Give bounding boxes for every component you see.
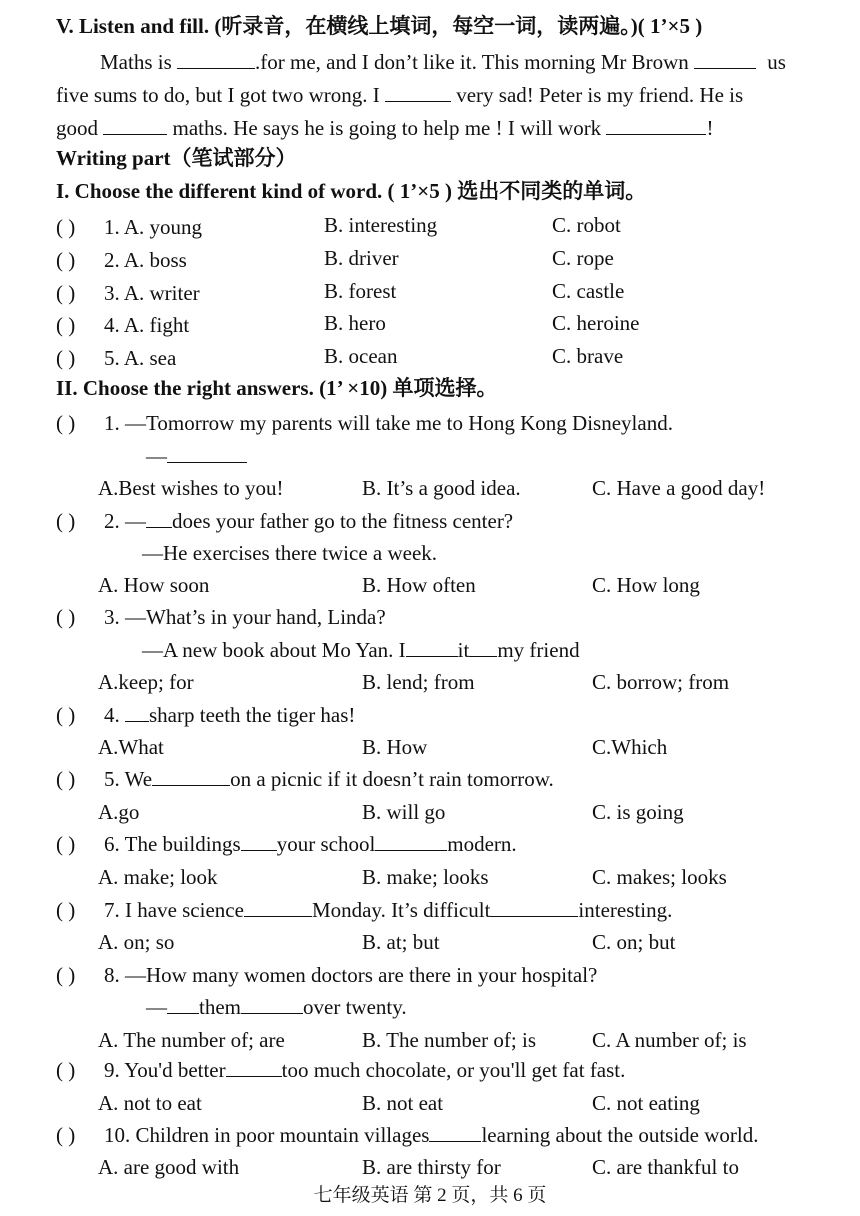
question-2-text: [104, 509, 513, 534]
answer-blank[interactable]: [406, 638, 458, 657]
option-a: 5. A. sea: [104, 346, 177, 370]
listening-text: !: [706, 116, 714, 140]
option-c: C. robot: [552, 213, 621, 237]
listening-text: us: [767, 50, 786, 74]
option-a: A. are good with: [98, 1155, 240, 1179]
question-text: 7. I have science: [104, 898, 244, 922]
option-b: B. lend; from: [362, 670, 475, 694]
option-b: B. not eat: [362, 1091, 444, 1115]
question-text: on a picnic if it doesn’t rain tomorrow.: [230, 767, 554, 791]
option-c: C.Which: [592, 735, 668, 759]
question-8-text: 8. —How many women doctors are there in your hospital?: [104, 963, 598, 987]
option-c: C. A number of; is: [592, 1028, 747, 1052]
answer-paren[interactable]: ( ): [56, 281, 76, 305]
question-6-text: [104, 832, 517, 857]
question-text: —A new book about Mo Yan. I: [142, 638, 406, 662]
question-text: 4.: [104, 703, 125, 727]
question-text: does your father go to the fitness center?: [172, 509, 514, 533]
option-b: B. How often: [362, 573, 476, 597]
answer-paren[interactable]: ( ): [56, 215, 76, 239]
option-c: C. is going: [592, 800, 684, 824]
answer-blank[interactable]: [385, 83, 451, 102]
question-text: 9. You'd better: [104, 1058, 226, 1082]
question-4-text: [104, 703, 355, 728]
answer-paren[interactable]: ( ): [56, 832, 76, 856]
option-b: B. driver: [324, 246, 399, 270]
answer-blank[interactable]: [167, 444, 247, 463]
question-text: them: [199, 995, 241, 1019]
answer-blank[interactable]: [694, 50, 756, 69]
option-b: B. How: [362, 735, 428, 759]
option-c: C. makes; looks: [592, 865, 727, 889]
answer-paren[interactable]: ( ): [56, 1123, 76, 1147]
answer-blank[interactable]: [241, 995, 303, 1014]
answer-blank[interactable]: [606, 116, 706, 135]
option-a: A. not to eat: [98, 1091, 202, 1115]
question-text: Monday. It’s difficult: [311, 898, 491, 922]
question-9-text: [104, 1058, 625, 1083]
answer-paren[interactable]: ( ): [56, 509, 76, 533]
question-10-text: [104, 1123, 759, 1148]
question-text: your school: [276, 832, 376, 856]
answer-blank[interactable]: [375, 832, 447, 851]
listening-text: Maths is: [100, 50, 172, 74]
option-b: B. hero: [324, 311, 386, 335]
question-2-response: —He exercises there twice a week.: [142, 541, 438, 565]
option-b: B. will go: [362, 800, 446, 824]
listening-text: very sad! Peter is my friend. He is: [456, 83, 744, 107]
question-1-response: [146, 444, 247, 469]
answer-blank[interactable]: [226, 1058, 282, 1077]
option-b: B. The number of; is: [362, 1028, 537, 1052]
question-1-text: 1. —Tomorrow my parents will take me to Hong Kong Disneyland.: [104, 411, 673, 435]
answer-blank[interactable]: [152, 767, 230, 786]
answer-blank[interactable]: [469, 638, 497, 657]
answer-blank[interactable]: [490, 898, 578, 917]
question-text: over twenty.: [303, 995, 407, 1019]
answer-blank[interactable]: [177, 50, 255, 69]
listening-text: maths. He says he is going to help me ! I will work: [172, 116, 602, 140]
answer-blank[interactable]: [103, 116, 167, 135]
option-c: C. castle: [552, 279, 625, 303]
question-text: 2. —: [104, 509, 146, 533]
option-a: 4. A. fight: [104, 313, 190, 337]
page-footer: 七年级英语 第 2 页，共 6 页: [313, 1185, 547, 1206]
section-ii-title: II. Choose the right answers. (1’ ×10) 单项选择。: [56, 376, 498, 400]
answer-paren[interactable]: ( ): [56, 1058, 76, 1082]
option-a: A. How soon: [98, 573, 210, 597]
option-b: B. are thirsty for: [362, 1155, 501, 1179]
option-c: C. are thankful to: [592, 1155, 739, 1179]
option-a: A. make; look: [98, 865, 218, 889]
answer-blank[interactable]: [146, 509, 172, 528]
writing-part-heading: Writing part（笔试部分）: [56, 146, 297, 170]
option-a: A. The number of; are: [98, 1028, 285, 1052]
answer-paren[interactable]: ( ): [56, 898, 76, 922]
answer-paren[interactable]: ( ): [56, 313, 76, 337]
question-text: 10. Children in poor mountain villages: [104, 1123, 430, 1147]
answer-paren[interactable]: ( ): [56, 411, 76, 435]
option-a: A.Best wishes to you!: [98, 476, 284, 500]
option-b: B. forest: [324, 279, 397, 303]
listening-line-2: [56, 83, 743, 106]
question-text: modern.: [447, 832, 517, 856]
option-c: C. rope: [552, 246, 614, 270]
answer-blank[interactable]: [167, 995, 199, 1014]
question-5-text: [104, 767, 554, 792]
question-8-response: [146, 995, 407, 1020]
listening-text: .for me, and I don’t like it. This morning Mr Brown: [255, 50, 689, 74]
option-a: 2. A. boss: [104, 248, 187, 272]
option-c: C. brave: [552, 344, 624, 368]
option-c: C. How long: [592, 573, 700, 597]
answer-paren[interactable]: ( ): [56, 248, 76, 272]
answer-blank[interactable]: [125, 703, 149, 722]
option-b: B. It’s a good idea.: [362, 476, 521, 500]
answer-paren[interactable]: ( ): [56, 963, 76, 987]
option-b: B. ocean: [324, 344, 398, 368]
option-a: A.go: [98, 800, 140, 824]
listening-line-3: [56, 116, 713, 139]
option-a: A.What: [98, 735, 164, 759]
listening-text: good: [56, 116, 98, 140]
section-i-title: I. Choose the different kind of word. ( 1’×5 ) 选出不同类的单词。: [56, 179, 647, 203]
dash: —: [146, 995, 167, 1019]
listening-text: five sums to do, but I got two wrong. I: [56, 83, 380, 107]
question-text: interesting.: [578, 898, 673, 922]
option-c: C. on; but: [592, 930, 676, 954]
option-c: C. not eating: [592, 1091, 700, 1115]
question-text: learning about the outside world.: [481, 1123, 759, 1147]
listening-line-1: [100, 50, 786, 73]
option-a: 3. A. writer: [104, 281, 200, 305]
option-b: B. make; looks: [362, 865, 489, 889]
option-a: 1. A. young: [104, 215, 203, 239]
question-text: sharp teeth the tiger has!: [149, 703, 356, 727]
option-b: B. at; but: [362, 930, 440, 954]
answer-paren[interactable]: ( ): [56, 346, 76, 370]
answer-paren[interactable]: ( ): [56, 703, 76, 727]
question-text: 5. We: [104, 767, 153, 791]
option-a: A. on; so: [98, 930, 175, 954]
question-3-text: 3. —What’s in your hand, Linda?: [104, 605, 386, 629]
question-3-response: [142, 638, 580, 663]
question-text: my friend: [497, 638, 580, 662]
dash: —: [146, 444, 167, 468]
option-b: B. interesting: [324, 213, 438, 237]
answer-blank[interactable]: [244, 898, 312, 917]
section-v-title: V. Listen and fill. (听录音，在横线上填词，每空一词，读两遍。)( 1’×5 ): [56, 14, 703, 38]
answer-blank[interactable]: [241, 832, 277, 851]
option-c: C. heroine: [552, 311, 640, 335]
question-7-text: [104, 898, 672, 923]
answer-paren[interactable]: ( ): [56, 605, 76, 629]
option-c: C. borrow; from: [592, 670, 730, 694]
option-c: C. Have a good day!: [592, 476, 766, 500]
answer-paren[interactable]: ( ): [56, 767, 76, 791]
answer-blank[interactable]: [429, 1123, 481, 1142]
option-a: A.keep; for: [98, 670, 194, 694]
question-text: 6. The buildings: [104, 832, 241, 856]
question-text: too much chocolate, or you'll get fat fast.: [281, 1058, 626, 1082]
question-text: it: [457, 638, 470, 662]
